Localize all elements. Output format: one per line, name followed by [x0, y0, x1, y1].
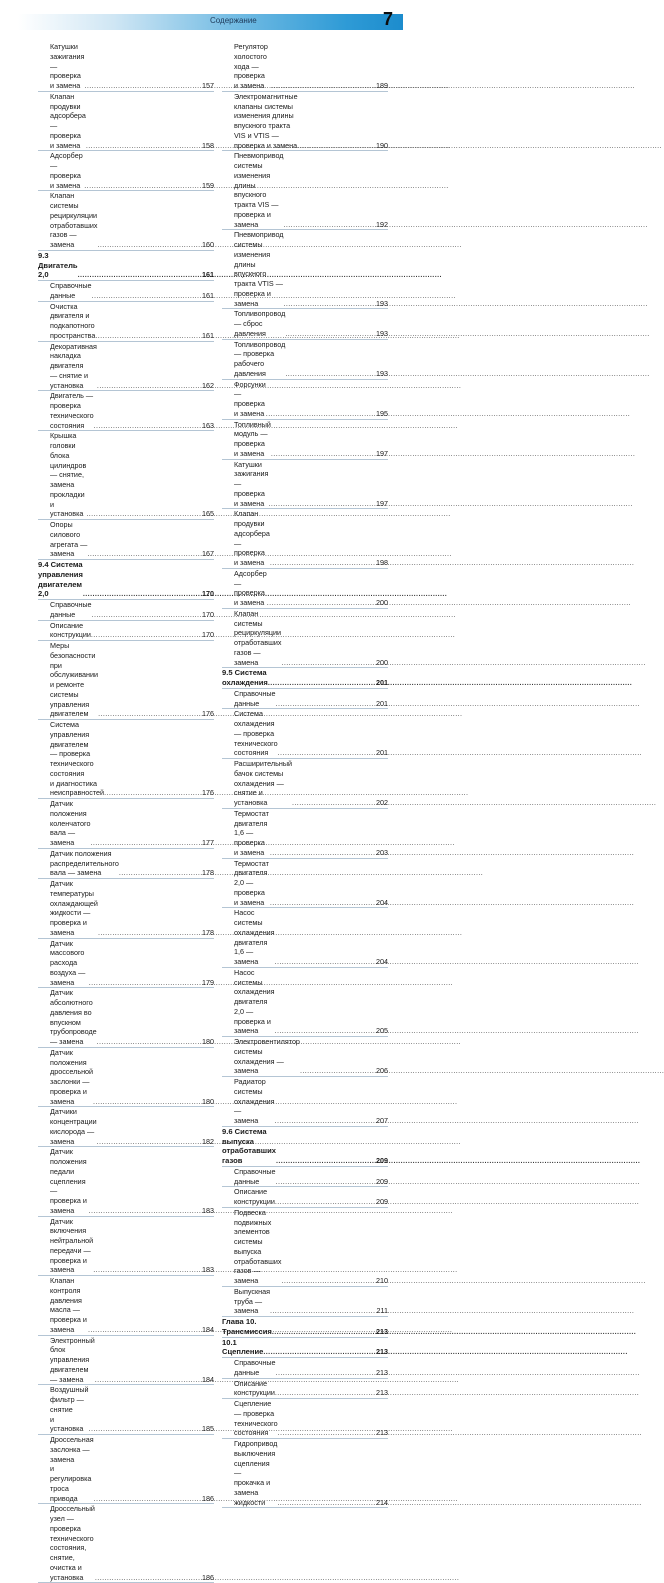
toc-dot-leader — [278, 1428, 375, 1438]
toc-entry-page: 176 — [202, 709, 214, 719]
toc-entry-title: Топливный модуль — проверка и замена — [234, 419, 271, 458]
toc-entry-title: Дроссельная заслонка — замена и регулировка троса привода — [50, 1435, 94, 1503]
toc-entry — [38, 939, 214, 989]
toc-entry-page: 195 — [376, 408, 388, 418]
toc-entry-title: Двигатель — проверка технического состояния — [50, 391, 94, 430]
toc-entry-page: 213 — [376, 1326, 388, 1336]
toc-entry-title: Адсорбер — проверка и замена — [234, 568, 267, 607]
toc-entry-title: Адсорбер — проверка и замена — [50, 151, 83, 190]
toc-entry — [38, 988, 214, 1048]
toc-dot-leader — [271, 81, 375, 91]
toc-dot-leader — [95, 331, 201, 341]
toc-entry-page: 190 — [376, 140, 388, 150]
toc-dot-leader — [270, 848, 375, 858]
toc-entry — [222, 420, 388, 460]
toc-entry-title: Выпускная труба — замена — [234, 1286, 270, 1316]
toc-entry-page: 213 — [376, 1428, 388, 1438]
toc-entry-title: Система управления двигателем — проверка технического состояния и диагностика неисправностей — [50, 720, 105, 798]
toc-entry — [222, 968, 388, 1037]
toc-dot-leader — [268, 499, 375, 509]
toc-dot-leader — [93, 1265, 201, 1275]
toc-entry-page: 179 — [202, 977, 214, 987]
toc-entry-page: 207 — [376, 1116, 388, 1125]
toc-entry-page: 158 — [202, 140, 214, 150]
toc-entry-page: 177 — [202, 838, 214, 847]
toc-entry-title: Клапан системы рециркуляции отработавших газов — замена — [50, 191, 98, 249]
toc-dot-leader — [93, 1097, 201, 1107]
toc-dot-leader — [292, 798, 375, 808]
toc-entry-title: Справочные данные — [234, 1358, 276, 1377]
toc-dot-leader — [270, 558, 375, 568]
toc-entry-page: 170 — [202, 589, 214, 599]
toc-entry-page: 198 — [376, 558, 388, 567]
toc-entry-page: 210 — [376, 1276, 388, 1285]
toc-dot-leader — [278, 748, 375, 758]
toc-entry-title: Очистка двигателя и подкапотного пространства — [50, 301, 96, 340]
toc-entry-title: Справочные данные — [50, 600, 92, 619]
toc-entry-page: 204 — [376, 957, 388, 966]
toc-left-column — [38, 42, 214, 1583]
toc-dot-leader — [97, 1037, 201, 1047]
toc-dot-leader — [275, 1197, 375, 1207]
toc-dot-leader — [268, 678, 375, 688]
toc-entry — [38, 1504, 214, 1583]
toc-dot-leader — [276, 1368, 375, 1378]
toc-entry-title: Справочные данные — [234, 1166, 276, 1186]
toc-dot-leader — [277, 1498, 375, 1508]
toc-dot-leader — [276, 1156, 375, 1166]
toc-entry — [222, 92, 388, 152]
toc-entry-page: 209 — [376, 1176, 388, 1186]
toc-entry — [38, 342, 214, 392]
toc-dot-leader — [98, 709, 201, 719]
toc-section-heading — [222, 1317, 388, 1338]
toc-dot-leader — [91, 630, 201, 640]
toc-entry — [222, 230, 388, 309]
toc-entry-page: 203 — [376, 847, 388, 857]
toc-entry-page: 204 — [376, 897, 388, 907]
toc-dot-leader — [285, 329, 375, 339]
toc-entry — [222, 1399, 388, 1439]
toc-dot-leader — [281, 1276, 375, 1286]
toc-dot-leader — [283, 299, 375, 309]
toc-entry-page: 213 — [376, 1347, 388, 1357]
toc-entry-title: Справочные данные — [50, 281, 92, 300]
toc-entry-title: Клапан системы рециркуляции отработавших газов — замена — [234, 608, 282, 667]
toc-entry — [222, 309, 388, 339]
toc-entry-title: Воздушный фильтр — снятие и установка — [50, 1385, 89, 1434]
toc-entry — [222, 1287, 388, 1317]
toc-entry — [222, 569, 388, 609]
toc-entry-title: Гидропривод выключения сцепления — прокачка и замена жидкости — [234, 1439, 278, 1507]
toc-dot-leader — [89, 978, 201, 988]
toc-entry-page: 193 — [376, 298, 388, 308]
toc-entry — [38, 1276, 214, 1336]
toc-entry-title: Глава 10. Трансмиссия — [222, 1317, 272, 1336]
toc-entry-title: Насос системы охлаждения двигателя 2,0 — проверка и замена — [234, 967, 275, 1036]
toc-entry-title: Клапан контроля давления масла — проверка и замена — [50, 1276, 87, 1334]
toc-dot-leader — [276, 699, 375, 709]
toc-dot-leader — [95, 1573, 201, 1583]
toc-entry — [222, 689, 388, 710]
toc-entry — [222, 1167, 388, 1188]
toc-entry-title: Датчик включения нейтральной передачи — проверка и замена — [50, 1216, 94, 1275]
toc-entry-page: 211 — [376, 1306, 388, 1316]
toc-entry-page: 200 — [376, 657, 388, 667]
toc-dot-leader — [272, 1327, 375, 1337]
toc-entry-page: 180 — [202, 1037, 214, 1046]
toc-dot-leader — [89, 1206, 201, 1216]
toc-dot-leader — [88, 1325, 201, 1335]
toc-dot-leader — [119, 868, 201, 878]
toc-entry — [222, 859, 388, 909]
toc-entry-title: Клапан продувки адсорбера — проверка и замена — [234, 509, 270, 567]
toc-entry-page: 163 — [202, 420, 214, 430]
toc-entry-page: 197 — [376, 498, 388, 508]
toc-entry-title: Описание конструкции — [234, 1187, 275, 1206]
toc-entry-page: 202 — [376, 798, 388, 807]
toc-entry — [38, 1385, 214, 1435]
toc-entry-page: 193 — [376, 328, 388, 338]
toc-entry-page: 214 — [376, 1497, 388, 1507]
toc-section-heading — [222, 668, 388, 689]
toc-entry-title: Справочные данные — [234, 688, 276, 708]
toc-entry-title: Описание конструкции — [234, 1378, 275, 1398]
page-header — [0, 9, 405, 37]
toc-dot-leader — [276, 1177, 375, 1187]
toc-entry-page: 161 — [202, 270, 214, 280]
toc-dot-leader — [275, 1116, 375, 1126]
toc-entry-page: 170 — [202, 630, 214, 640]
toc-entry-title: Расширительный бачок системы охлаждения — снятие и установка — [234, 759, 292, 807]
toc-entry — [38, 621, 214, 642]
toc-entry — [222, 1077, 388, 1127]
toc-entry-page: 201 — [376, 698, 388, 708]
toc-dot-leader — [275, 1026, 375, 1036]
toc-entry — [222, 509, 388, 569]
toc-entry-page: 184 — [202, 1374, 214, 1384]
toc-entry-page: 209 — [376, 1197, 388, 1206]
toc-entry-title: Термостат двигателя 2,0 — проверка и замена — [234, 858, 269, 907]
toc-entry-page: 213 — [376, 1388, 388, 1398]
toc-dot-leader — [87, 549, 201, 559]
toc-entry — [38, 431, 214, 520]
toc-dot-leader — [300, 1066, 375, 1076]
toc-dot-leader — [97, 1137, 201, 1147]
toc-section-heading — [222, 1127, 388, 1167]
toc-entry-page: 180 — [202, 1096, 214, 1106]
toc-dot-leader — [298, 141, 375, 151]
toc-entry-title: Катушки зажигания — проверка и замена — [50, 42, 85, 90]
toc-entry — [38, 1217, 214, 1277]
toc-dot-leader — [92, 610, 201, 620]
toc-entry-title: Датчик абсолютного давления во впускном трубопроводе — замена — [50, 988, 97, 1046]
toc-entry-title: Регулятор холостого хода — проверка и замена — [234, 42, 268, 90]
toc-entry-title: Декоративная накладка двигателя — снятие и установка — [50, 341, 97, 390]
toc-dot-leader — [270, 1306, 376, 1316]
toc-entry — [222, 609, 388, 669]
toc-entry-page: 178 — [202, 868, 214, 878]
toc-dot-leader — [266, 409, 375, 419]
toc-entry — [222, 1439, 388, 1508]
toc-entry — [222, 809, 388, 859]
toc-dot-leader — [275, 1388, 375, 1398]
toc-entry — [38, 1336, 214, 1386]
toc-entry-page: 165 — [202, 509, 214, 519]
toc-dot-leader — [97, 381, 201, 391]
toc-entry-title: Сцепление — проверка технического состояния — [234, 1399, 278, 1438]
toc-entry-title: Опоры силового агрегата — замена — [50, 520, 88, 559]
toc-entry — [222, 1208, 388, 1287]
toc-entry-title: 9.3 Двигатель 2,0 — [38, 250, 78, 280]
toc-entry — [222, 151, 388, 230]
toc-entry — [222, 908, 388, 968]
toc-entry-page: 206 — [376, 1066, 388, 1076]
toc-entry — [222, 340, 388, 380]
toc-dot-leader — [84, 81, 201, 91]
toc-entry — [38, 151, 214, 191]
toc-dot-leader — [90, 838, 201, 848]
toc-entry-page: 201 — [376, 678, 388, 687]
toc-entry-title: 9.5 Система охлаждения — [222, 668, 268, 687]
toc-entry-page: 162 — [202, 380, 214, 390]
toc-entry-page: 205 — [376, 1026, 388, 1036]
toc-dot-leader — [78, 270, 201, 280]
toc-section-heading — [222, 1338, 388, 1359]
toc-entry-page: 167 — [202, 549, 214, 559]
toc-entry — [38, 1107, 214, 1147]
toc-entry — [222, 1037, 388, 1077]
toc-entry — [222, 759, 388, 809]
toc-dot-leader — [98, 928, 201, 938]
toc-dot-leader — [267, 598, 375, 608]
toc-entry-page: 185 — [202, 1424, 214, 1434]
toc-entry — [38, 281, 214, 302]
toc-entry — [38, 600, 214, 621]
toc-section-heading — [38, 560, 214, 600]
toc-dot-leader — [89, 1424, 201, 1434]
toc-entry-page: 160 — [202, 240, 214, 249]
toc-entry-title: Крышка головки блока цилиндров — снятие, замена прокладки и установка — [50, 431, 87, 519]
toc-dot-leader — [285, 369, 375, 379]
toc-dot-leader — [283, 220, 375, 230]
toc-entry-title: 9.4 Система управления двигателем 2,0 — [38, 560, 83, 599]
toc-entry-page: 186 — [202, 1572, 214, 1582]
header-title: Содержание — [210, 16, 257, 25]
toc-dot-leader — [86, 509, 201, 519]
toc-entry-page: 189 — [376, 81, 388, 90]
toc-entry — [38, 879, 214, 939]
toc-entry-title: Система охлаждения — проверка технического состояния — [234, 709, 278, 758]
toc-entry — [38, 720, 214, 799]
toc-entry — [38, 799, 214, 849]
toc-entry — [38, 92, 214, 152]
toc-dot-leader — [97, 240, 201, 250]
toc-entry-page: 193 — [376, 368, 388, 378]
toc-entry-title: Электромагнитные клапаны системы изменения длины впускного тракта VIS и VTIS — проверка и замена — [234, 91, 298, 150]
toc-entry-page: 182 — [202, 1136, 214, 1146]
toc-entry-title: Катушки зажигания — проверка и замена — [234, 459, 269, 508]
toc-dot-leader — [271, 449, 375, 459]
toc-entry-title: Датчик положения педали сцепления — проверка и замена — [50, 1147, 87, 1215]
toc-entry-title: 10.1 Сцепление — [222, 1337, 264, 1357]
toc-entry-title: Радиатор системы охлаждения — замена — [234, 1077, 275, 1125]
toc-entry-page: 209 — [376, 1156, 388, 1165]
toc-entry-title: Термостат двигателя 1,6 — проверка и замена — [234, 808, 269, 857]
toc-dot-leader — [263, 1347, 375, 1357]
toc-entry-page: 157 — [202, 81, 214, 90]
toc-entry-title: Датчик положения распределительного вала — замена — [50, 848, 119, 878]
toc-entry-page: 213 — [376, 1367, 388, 1377]
toc-entry-page: 184 — [202, 1324, 214, 1334]
toc-entry-title: Подвеска подвижных элементов системы выпуска отработавших газов — замена — [234, 1207, 282, 1285]
toc-entry — [38, 849, 214, 879]
toc-entry-title: Описание конструкции — [50, 620, 91, 640]
toc-entry-page: 161 — [202, 290, 214, 300]
toc-dot-leader — [275, 957, 375, 967]
toc-dot-leader — [94, 421, 201, 431]
toc-dot-leader — [104, 788, 201, 798]
toc-entry — [38, 641, 214, 720]
toc-entry-page: 176 — [202, 788, 214, 798]
toc-entry-page: 186 — [202, 1493, 214, 1503]
toc-entry-title: Датчик температуры охлаждающей жидкости — проверка и замена — [50, 879, 98, 937]
toc-entry-title: Насос системы охлаждения двигателя 1,6 — замена — [234, 908, 275, 966]
toc-dot-leader — [86, 141, 201, 151]
toc-dot-leader — [94, 1494, 201, 1504]
toc-entry-page: 159 — [202, 180, 214, 190]
toc-entry — [38, 42, 214, 92]
toc-entry — [222, 380, 388, 420]
toc-entry — [38, 520, 214, 560]
toc-entry — [38, 1435, 214, 1504]
toc-entry-title: Датчики концентрации кислорода — замена — [50, 1107, 97, 1146]
toc-entry-page: 197 — [376, 448, 388, 458]
toc-dot-leader — [84, 181, 201, 191]
toc-entry — [222, 1187, 388, 1208]
toc-entry-title: Форсунки — проверка и замена — [234, 379, 266, 418]
toc-entry-title: Электронный блок управления двигателем — замена — [50, 1335, 95, 1384]
toc-entry-title: Датчик положения дроссельной заслонки — проверка и замена — [50, 1047, 94, 1106]
toc-entry — [222, 1358, 388, 1379]
toc-entry-title: Пневмопривод системы изменения длины впускного тракта VIS — проверка и замена — [234, 151, 284, 229]
toc-entry-page: 192 — [376, 219, 388, 229]
toc-entry — [222, 460, 388, 510]
toc-dot-leader — [95, 1375, 201, 1385]
toc-entry-title: 9.6 Система выпуска отработавших газов — [222, 1126, 277, 1165]
toc-entry — [222, 42, 388, 92]
toc-entry-title: Меры безопасности при обслуживании и ремонте системы управления двигателем — [50, 641, 99, 719]
toc-entry-page: 161 — [202, 330, 214, 340]
toc-entry — [38, 391, 214, 431]
toc-entry-title: Датчик положения коленчатого вала — замена — [50, 799, 91, 847]
toc-entry-page: 183 — [202, 1205, 214, 1215]
toc-entry-title: Клапан продувки адсорбера — проверка и замена — [50, 91, 86, 150]
toc-section-heading — [38, 251, 214, 281]
toc-entry-title: Дроссельный узел — проверка технического состояния, снятие, очистка и установка — [50, 1504, 95, 1582]
toc-entry-title: Топливопровод — проверка рабочего давления — [234, 339, 286, 378]
toc-dot-leader — [83, 589, 201, 599]
page-number: 7 — [382, 9, 393, 29]
toc-entry — [38, 1048, 214, 1108]
toc-entry — [222, 709, 388, 759]
toc-entry-page: 201 — [376, 748, 388, 758]
toc-dot-leader — [270, 898, 375, 908]
toc-entry-page: 200 — [376, 598, 388, 607]
toc-entry-page: 183 — [202, 1265, 214, 1275]
toc-dot-leader — [92, 291, 201, 301]
toc-entry — [38, 1147, 214, 1216]
toc-entry — [222, 1379, 388, 1400]
toc-entry — [38, 191, 214, 251]
toc-entry-page: 178 — [202, 927, 214, 937]
toc-entry-page: 170 — [202, 609, 214, 619]
toc-entry-title: Электровентилятор системы охлаждения — замена — [234, 1037, 300, 1076]
toc-dot-leader — [281, 658, 375, 668]
toc-entry-title: Пневмопривод системы изменения длины впускного тракта VTIS — проверка и замена — [234, 230, 284, 308]
toc-entry-title: Топливопровод — сброс давления — [234, 309, 286, 338]
toc-entry-title: Датчик массового расхода воздуха — замена — [50, 938, 86, 987]
toc-entry — [38, 302, 214, 342]
toc-right-column — [222, 42, 388, 1508]
